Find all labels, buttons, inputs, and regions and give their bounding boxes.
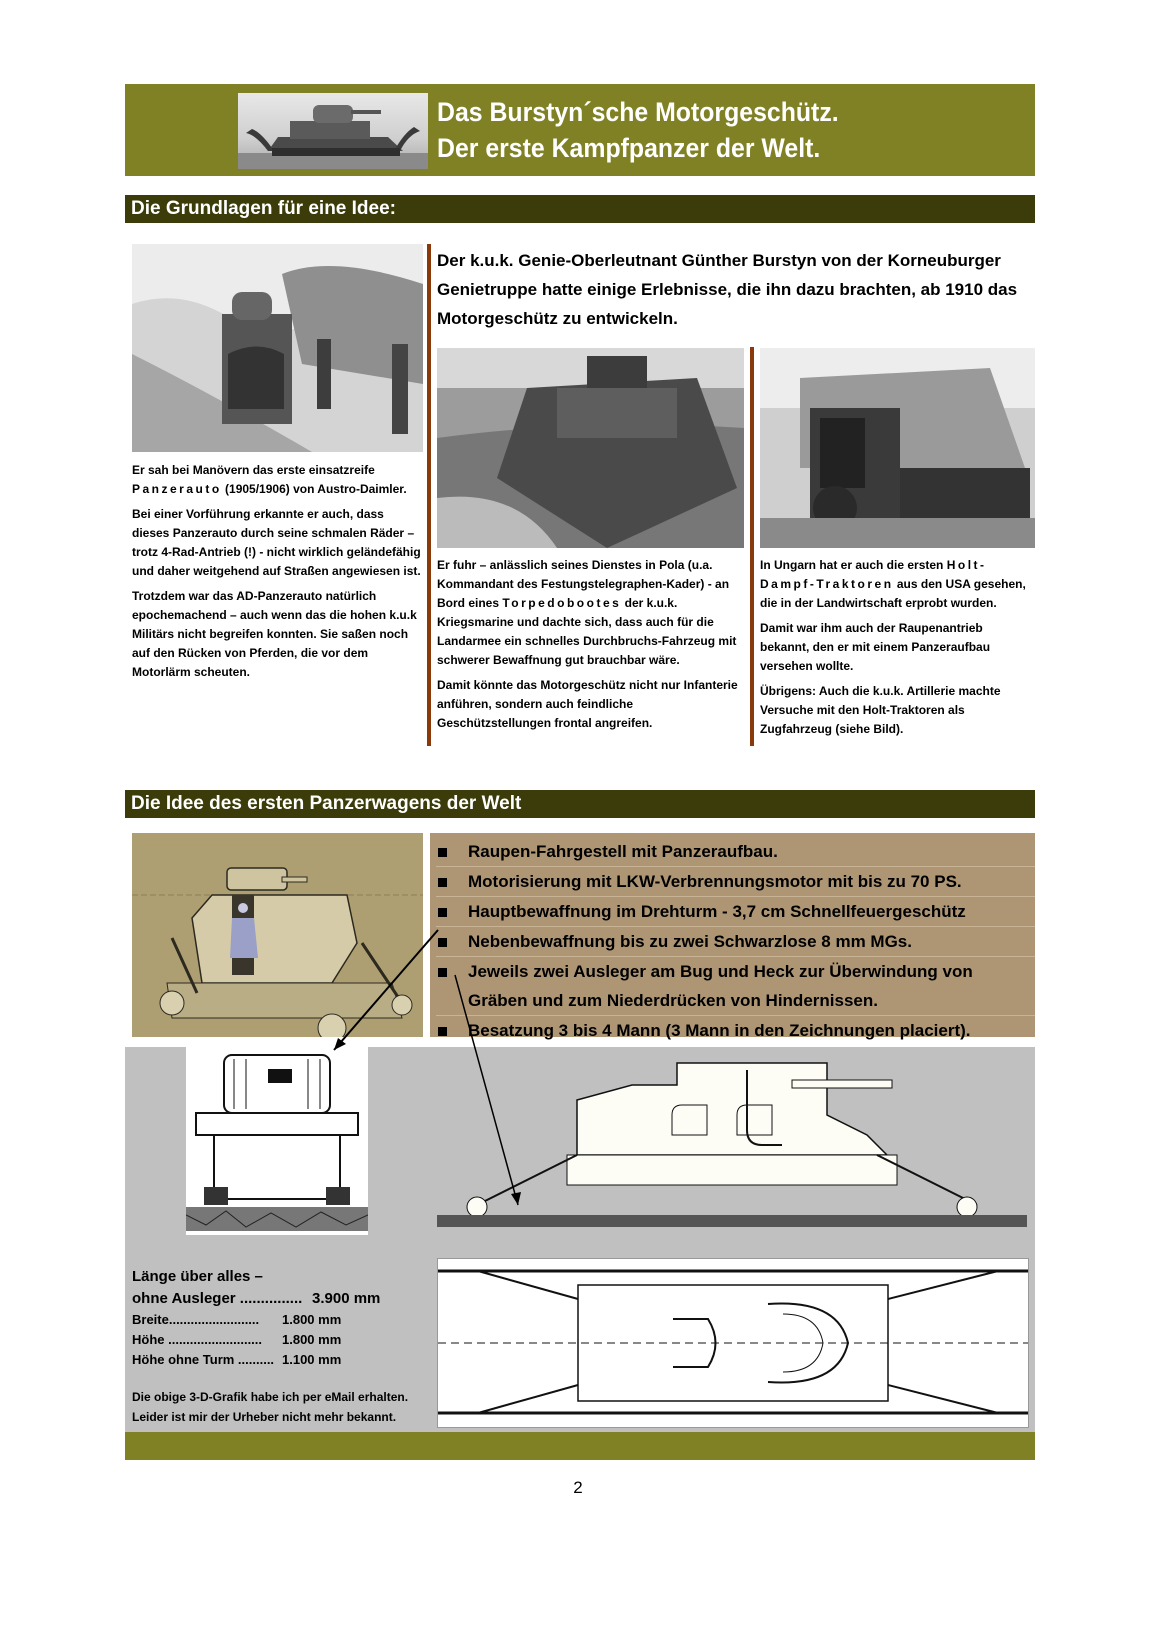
column-divider-rule [427, 244, 431, 746]
column-2-text [437, 556, 744, 739]
col3-paragraph-3: Übrigens: Auch die k.u.k. Artillerie machte Versuche mit den Holt-Traktoren als Zugfahrzeug (siehe Bild). [760, 684, 1001, 736]
specifications-table [132, 1266, 422, 1370]
photo-torpedo-boat [437, 348, 744, 548]
spaced-term-panzerauto: Panzerauto [132, 482, 222, 496]
column-1-text [132, 461, 423, 688]
title-line-1: Das Burstyn´sche Motorgeschütz. [437, 97, 839, 127]
spec-value: 1.800 mm [282, 1312, 342, 1327]
square-bullet-icon [438, 908, 447, 917]
col2-paragraph-2: Damit könnte das Motorgeschütz nicht nur Infanterie anführen, sondern auch feindliche Geschützstellungen frontal angreifen. [437, 678, 738, 730]
spaced-term-holt-traktoren: Holt-Dampf-Traktoren [760, 558, 987, 591]
tank-top-view [438, 1259, 1028, 1427]
col3-paragraph-1: In Ungarn hat er auch die ersten Holt-Dampf-Traktoren aus den USA gesehen, die in der Landwirtschaft erprobt wurden. [760, 558, 1026, 610]
annotation-arrows [300, 920, 540, 1210]
photo-austro-daimler-panzerauto [132, 244, 423, 452]
footer-bar [125, 1432, 1035, 1460]
col2-paragraph-1: Er fuhr – anlässlich seines Dienstes in Pola (u.a. Kommandant des Festungstelegraphen-Kader) - an Bord eines Torpedobootes der k.u.k. Kriegsmarine und dachte sich, dass auch für die Landarmee ein schnelles Durchbruchs-Fahrzeug mit schwerer Bewaffnung gut brauchbar wäre. [437, 558, 737, 667]
holt-tractor-photo [760, 348, 1035, 548]
feature-item: Raupen-Fahrgestell mit Panzeraufbau. [436, 837, 1035, 867]
spec-length-label: Länge über alles – [132, 1268, 263, 1285]
banner-tank-photo [238, 93, 428, 169]
intro-paragraph: Der k.u.k. Genie-Oberleutnant Günther Burstyn von der Korneuburger Genietruppe hatte einige Erlebnisse, die ihn dazu brachten, ab 1910 das Motorgeschütz zu entwickeln. [437, 251, 1018, 328]
page-number: 2 [573, 1478, 583, 1497]
square-bullet-icon [438, 878, 447, 887]
top-view-drawing [437, 1258, 1029, 1428]
square-bullet-icon [438, 848, 447, 857]
title-line-2: Der erste Kampfpanzer der Welt. [437, 133, 821, 163]
spec-value: 1.100 mm [282, 1352, 342, 1367]
tank-photo-image [238, 93, 428, 169]
spec-value: 3.900 mm [312, 1290, 381, 1307]
spec-row [132, 1350, 422, 1370]
photo-holt-tractor [760, 348, 1035, 548]
image-credit-note: Die obige 3-D-Grafik habe ich per eMail erhalten. Leider ist mir der Urheber nicht mehr bekannt. [132, 1390, 409, 1424]
feature-item: Jeweils zwei Ausleger am Bug und Heck zur Überwindung von Gräben und zum Niederdrücken von Hindernissen. [436, 957, 1035, 1016]
spec-row [132, 1310, 422, 1330]
col3-paragraph-2: Damit war ihm auch der Raupenantrieb bekannt, den er mit einem Panzeraufbau versehen wollte. [760, 621, 991, 673]
arrow-to-side-view [455, 975, 518, 1205]
arrow-head-icon [511, 1192, 521, 1205]
arrow-to-front-view [334, 930, 438, 1050]
col1-paragraph-3: Trotzdem war das AD-Panzerauto natürlich epochemachend – auch wenn das die hohen k.u.k Militärs nicht begreifen konnten. Sie saßen noch auf den Rücken von Pferden, die vor dem Motorlärm scheuten. [132, 589, 417, 679]
feature-item: Besatzung 3 bis 4 Mann (3 Mann in den Zeichnungen placiert). [436, 1016, 1035, 1045]
torpedo-boat-photo [437, 348, 744, 548]
document-title [437, 94, 980, 166]
feature-item: Motorisierung mit LKW-Verbrennungsmotor mit bis zu 70 PS. [436, 867, 1035, 897]
section-heading-foundations: Die Grundlagen für eine Idee: [125, 195, 1035, 223]
col1-paragraph-2: Bei einer Vorführung erkannte er auch, dass dieses Panzerauto durch seine schmalen Räder – trotz 4-Rad-Antrieb (!) - nicht wirklich geländefähig und daher weitgehend auf Straßen angewiesen ist. [132, 507, 421, 578]
feature-item: Nebenbewaffnung bis zu zwei Schwarzlose 8 mm MGs. [436, 927, 1035, 957]
spaced-term-torpedoboot: Torpedobootes [502, 596, 622, 610]
spec-label: Breite......................... [132, 1312, 260, 1327]
spec-label: ohne Ausleger ............... [132, 1290, 303, 1307]
feature-item: Hauptbewaffnung im Drehturm - 3,7 cm Schnellfeuergeschütz [436, 897, 1035, 927]
spec-row [132, 1330, 422, 1350]
section-heading-idea: Die Idee des ersten Panzerwagens der Welt [125, 790, 1035, 818]
spec-label: Höhe .......................... [132, 1332, 263, 1347]
column-divider-rule [750, 347, 754, 746]
spec-value: 1.800 mm [282, 1332, 342, 1347]
column-3-text [760, 556, 1035, 745]
spec-label: Höhe ohne Turm .......... [132, 1352, 275, 1367]
arrow-head-icon [334, 1038, 346, 1050]
spec-row-length [132, 1288, 422, 1310]
col1-paragraph-1: Er sah bei Manövern das erste einsatzreife Panzerauto (1905/1906) von Austro-Daimler. [132, 463, 407, 496]
armored-car-photo [132, 244, 423, 452]
